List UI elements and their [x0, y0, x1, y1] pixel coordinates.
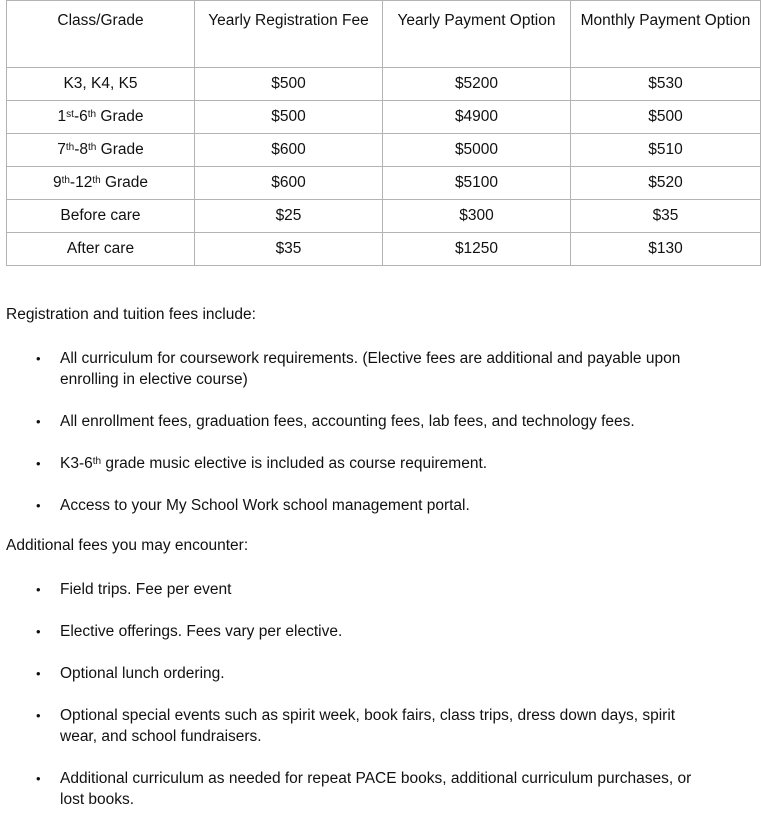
- registration-fee-cell: $500: [195, 68, 383, 101]
- yearly-payment-cell: $5000: [383, 134, 571, 167]
- table-row: [7, 167, 761, 200]
- header-yearly-payment-option: Yearly Payment Option: [383, 1, 571, 68]
- header-monthly-payment-option: Monthly Payment Option: [571, 1, 761, 68]
- list-item-text: K3-6: [60, 455, 93, 472]
- bullet-icon: •: [36, 414, 41, 429]
- list-item: [36, 453, 700, 474]
- list-item: [36, 495, 700, 516]
- bullet-icon: •: [36, 771, 41, 786]
- bullet-icon: •: [36, 582, 41, 597]
- grade-text: -8: [74, 141, 89, 158]
- table-row: [7, 68, 761, 101]
- grade-text: -6: [73, 108, 88, 125]
- fee-table: [6, 0, 761, 266]
- yearly-payment-cell: $5100: [383, 167, 571, 200]
- grade-suffix: st: [66, 109, 74, 120]
- grade-suffix: th: [61, 175, 70, 186]
- grade-text: Grade: [96, 108, 144, 125]
- grade-cell: [7, 101, 195, 134]
- list-item: [36, 411, 700, 432]
- list-item: [36, 663, 700, 684]
- grade-cell: [7, 134, 195, 167]
- list-item: [36, 348, 700, 390]
- header-class-grade: Class/Grade: [7, 1, 195, 68]
- registration-fee-cell: $500: [195, 101, 383, 134]
- list-item: [36, 621, 700, 642]
- grade-text: 9: [52, 174, 62, 191]
- bullet-icon: •: [36, 708, 41, 723]
- grade-text: Grade: [100, 174, 149, 191]
- list-item: [36, 579, 700, 600]
- list-item-text: All curriculum for coursework requirements. (Elective fees are additional and payable upon enrolling in elective course): [60, 350, 681, 388]
- table-row: [7, 101, 761, 134]
- grade-suffix: th: [65, 142, 75, 153]
- grade-text: 7: [57, 141, 66, 158]
- includes-heading: Registration and tuition fees include:: [6, 306, 256, 323]
- registration-fee-cell: $600: [195, 167, 383, 200]
- monthly-payment-cell: $530: [571, 68, 761, 101]
- table-header-row: [7, 1, 761, 68]
- grade-text: -12: [69, 174, 93, 191]
- monthly-payment-cell: $500: [571, 101, 761, 134]
- grade-text: 1: [57, 108, 67, 125]
- grade-text: Before care: [60, 207, 141, 224]
- fee-table-body: [7, 68, 761, 266]
- yearly-payment-cell: $1250: [383, 233, 571, 266]
- bullet-icon: •: [36, 666, 41, 681]
- table-row: [7, 134, 761, 167]
- bullet-icon: •: [36, 351, 41, 366]
- grade-text: Grade: [96, 141, 144, 158]
- list-item: [36, 705, 700, 747]
- grade-cell: [7, 233, 195, 266]
- yearly-payment-cell: $5200: [383, 68, 571, 101]
- additional-heading: Additional fees you may encounter:: [6, 537, 249, 554]
- yearly-payment-cell: $4900: [383, 101, 571, 134]
- grade-suffix: th: [92, 175, 101, 186]
- list-item-text: Access to your My School Work school management portal.: [60, 497, 470, 514]
- registration-fee-cell: $35: [195, 233, 383, 266]
- monthly-payment-cell: $510: [571, 134, 761, 167]
- monthly-payment-cell: $130: [571, 233, 761, 266]
- table-row: [7, 233, 761, 266]
- list-item-text: Optional lunch ordering.: [60, 665, 225, 682]
- registration-fee-cell: $25: [195, 200, 383, 233]
- bullet-icon: •: [36, 498, 41, 513]
- grade-cell: [7, 167, 195, 200]
- list-item-text: Field trips. Fee per event: [60, 581, 232, 598]
- list-item-text: grade music elective is included as course requirement.: [101, 455, 488, 472]
- list-item-text: Elective offerings. Fees vary per elective.: [60, 623, 343, 640]
- list-item-suffix: th: [92, 456, 102, 467]
- table-row: [7, 200, 761, 233]
- grade-cell: [7, 200, 195, 233]
- list-item: [36, 768, 700, 810]
- yearly-payment-cell: $300: [383, 200, 571, 233]
- list-item-text: Optional special events such as spirit week, book fairs, class trips, dress down days, spirit wear, and school fundraisers.: [60, 707, 676, 745]
- grade-cell: [7, 68, 195, 101]
- monthly-payment-cell: $35: [571, 200, 761, 233]
- bullet-icon: •: [36, 624, 41, 639]
- grade-text: K3, K4, K5: [63, 75, 138, 92]
- grade-text: After care: [66, 240, 135, 257]
- registration-fee-cell: $600: [195, 134, 383, 167]
- grade-suffix: th: [87, 109, 97, 120]
- monthly-payment-cell: $520: [571, 167, 761, 200]
- bullet-icon: •: [36, 456, 41, 471]
- list-item-text: All enrollment fees, graduation fees, accounting fees, lab fees, and technology fees.: [60, 413, 635, 430]
- header-yearly-registration-fee: Yearly Registration Fee: [195, 1, 383, 68]
- list-item-text: Additional curriculum as needed for repeat PACE books, additional curriculum purchases, or lost books.: [60, 770, 692, 808]
- grade-suffix: th: [88, 142, 97, 153]
